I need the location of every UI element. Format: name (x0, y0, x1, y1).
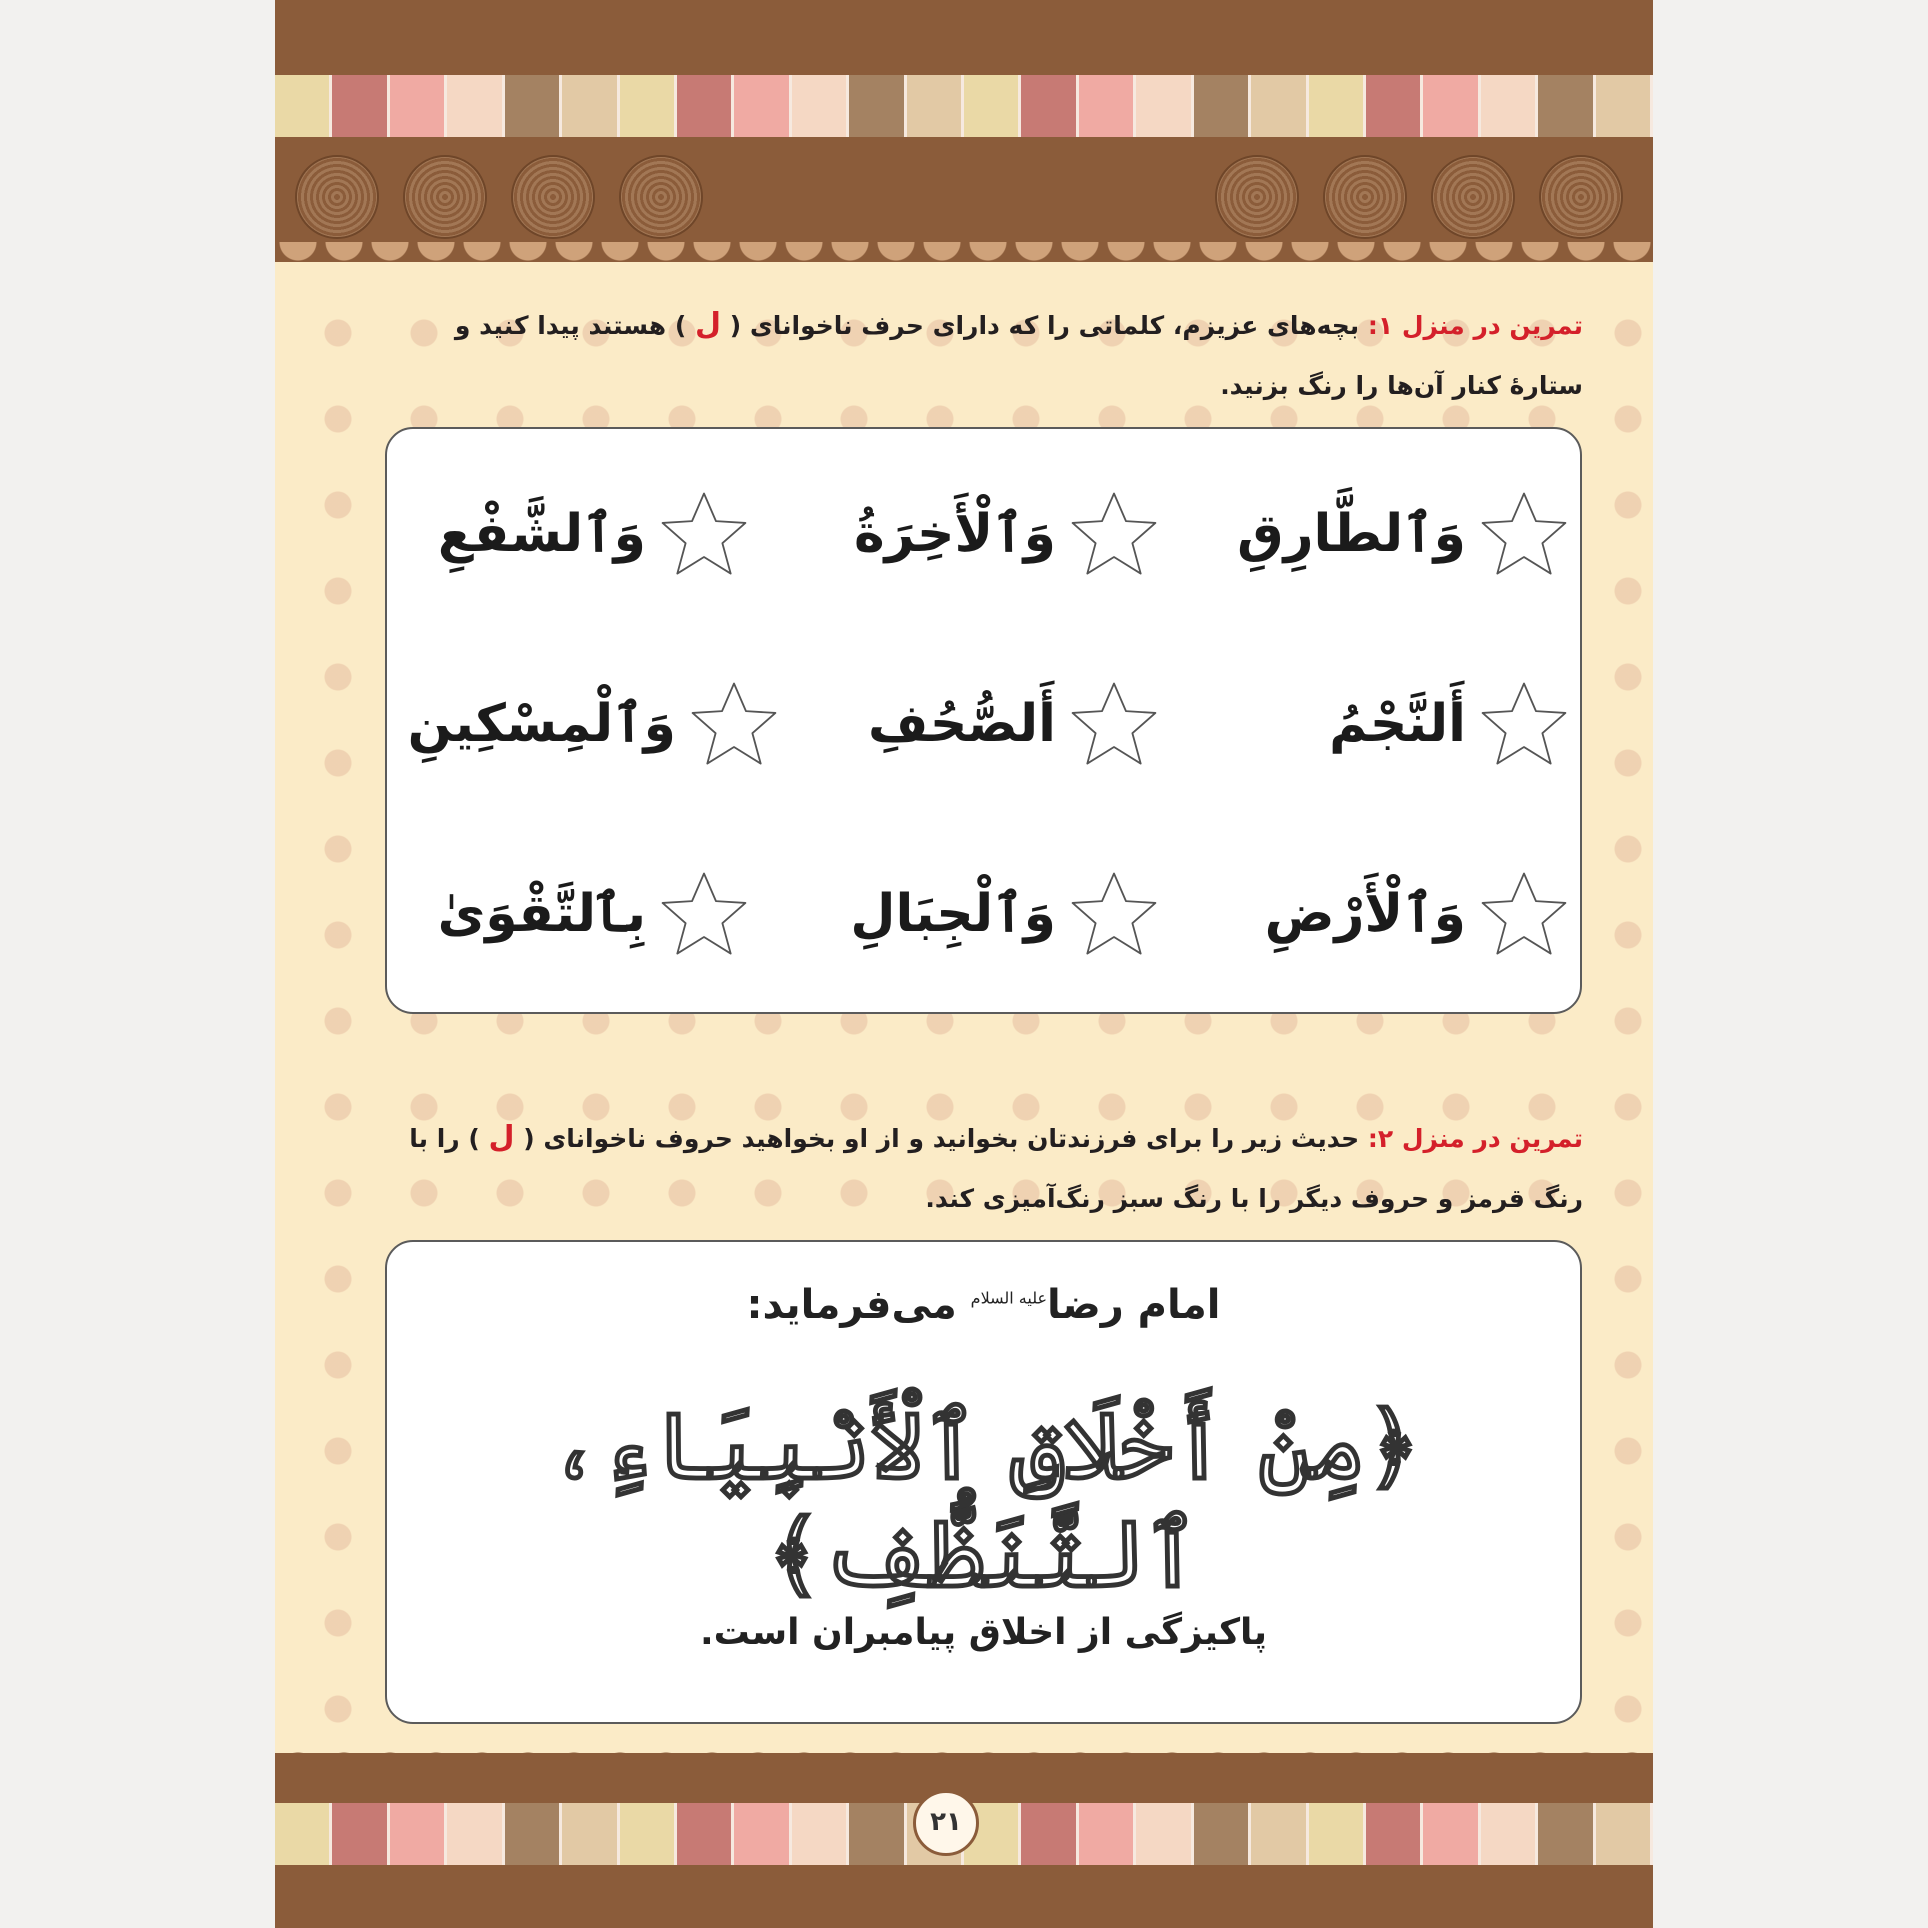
word-text: وَٱلشَّفْعِ (437, 504, 646, 564)
exercise-1-text-b: ) هستند پیدا کنید و ستارهٔ کنار آن‌ها را رنگ بزنید. (454, 311, 1583, 400)
word-cell (1240, 859, 1570, 969)
star-icon[interactable] (1068, 488, 1160, 580)
spiral-ornament (295, 155, 379, 239)
exercise-2-instructions (383, 1108, 1583, 1229)
word-text: وَٱلطَّارِقِ (1237, 504, 1466, 564)
spiral-ornament (1323, 155, 1407, 239)
word-cell (830, 479, 1160, 589)
scalloped-edge (275, 242, 1653, 282)
star-icon[interactable] (1478, 868, 1570, 960)
hadith-intro (387, 1282, 1580, 1328)
star-icon[interactable] (1478, 488, 1570, 580)
star-icon[interactable] (1478, 678, 1570, 770)
word-text: أَلنَّجْمُ (1329, 694, 1466, 754)
word-cell (407, 669, 780, 779)
hadith-intro-name: امام رضا (1047, 1282, 1221, 1328)
exercise-1-letter: ل (694, 307, 721, 342)
exercise-1-instructions (383, 295, 1583, 416)
word-grid (387, 429, 1580, 1012)
word-cell (830, 669, 1160, 779)
word-grid-card (385, 427, 1582, 1014)
word-text: بِٱلتَّقْوَىٰ (437, 884, 646, 944)
word-cell (420, 479, 750, 589)
top-stripes (275, 75, 1653, 137)
word-cell (1240, 669, 1570, 779)
spiral-ornament (1215, 155, 1299, 239)
top-decorative-band (275, 0, 1653, 262)
exercise-1-label: تمرین در منزل ۱: (1367, 311, 1583, 340)
star-icon[interactable] (658, 868, 750, 960)
word-text: وَٱلْمِسْكِينِ (407, 694, 676, 754)
exercise-1-text-a: بچه‌های عزیزم، کلماتی را که دارای حرف ناخوانای ( (721, 311, 1368, 340)
spiral-ornament (403, 155, 487, 239)
hadith-translation: پاکیزگی از اخلاق پیامبران است. (699, 1612, 1268, 1653)
word-cell (830, 859, 1160, 969)
word-text: أَلصُّحُفِ (868, 694, 1056, 754)
exercise-2-label: تمرین در منزل ۲: (1367, 1124, 1583, 1153)
exercise-2-text-a: حدیث زیر را برای فرزندتان بخوانید و از او بخواهید حروف ناخوانای ( (514, 1124, 1368, 1153)
word-cell (1237, 479, 1570, 589)
hadith-card (385, 1240, 1582, 1724)
word-text: وَٱلْأَرْضِ (1264, 884, 1466, 944)
hadith-arabic-outline-text[interactable]: ﴿مِنْ أَخْلَاقِ ٱلْأَنْبِيَاءِ، ٱلتَّنَظُّفِ﴾ (547, 1392, 1420, 1608)
spiral-ornament (1431, 155, 1515, 239)
spiral-ornament (619, 155, 703, 239)
word-cell (420, 859, 750, 969)
exercise-2-text-b: ) را با رنگ قرمز و حروف دیگر را با رنگ سبز رنگ‌آمیزی کند. (409, 1124, 1583, 1213)
workbook-page (275, 0, 1653, 1928)
star-icon[interactable] (658, 488, 750, 580)
spiral-ornament (511, 155, 595, 239)
scalloped-edge (275, 1735, 1653, 1771)
star-icon[interactable] (1068, 868, 1160, 960)
star-icon[interactable] (688, 678, 780, 770)
page-number: ۲۱ (913, 1790, 979, 1856)
word-text: وَٱلْجِبَالِ (850, 884, 1056, 944)
spiral-ornament (1539, 155, 1623, 239)
salam-honorific: علیه السلام (970, 1288, 1048, 1308)
word-text: وَٱلْأَخِرَةُ (853, 504, 1056, 564)
star-icon[interactable] (1068, 678, 1160, 770)
exercise-2-letter: ل (488, 1120, 515, 1155)
hadith-intro-verb: می‌فرماید: (746, 1282, 971, 1328)
